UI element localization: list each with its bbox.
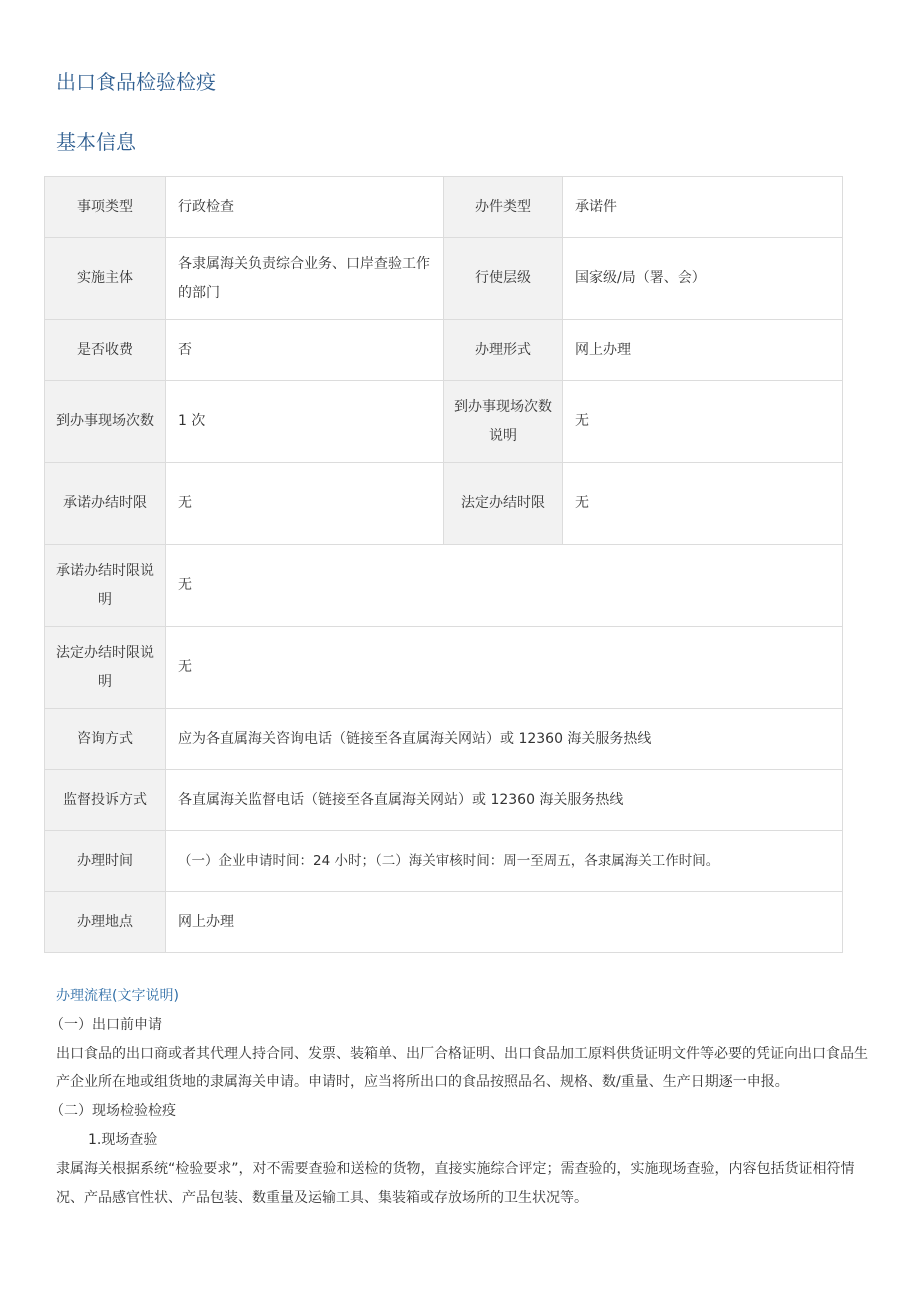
step2-text: 隶属海关根据系统“检验要求”，对不需要查验和送检的货物，直接实施综合评定；需查验的，实施现场查验，内容包括货证相符情况、产品感官性状、产品包装、数重量及运输工具、集装箱或存放场所的卫生状况等。 [56,1160,855,1206]
visits-label: 到办事现场次数 [45,381,166,463]
table-row [45,238,843,320]
page-title: 出口食品检验检疫 [56,70,216,94]
consult-label: 咨询方式 [45,709,166,770]
legal-limit-label: 法定办结时限 [444,463,563,545]
process-title: 办理流程(文字说明) [56,988,179,1004]
step1-text: 出口食品的出口商或者其代理人持合同、发票、装箱单、出厂合格证明、出口食品加工原料供货证明文件等必要的凭证向出口食品生产企业所在地或组货地的隶属海关申请。申请时，应当将所出口的食品按照品名、规格、数/重量、生产日期逐一申报。 [56,1045,868,1091]
visits-value: 1 次 [166,381,444,463]
process-description [50,982,868,1212]
table-row [45,381,843,463]
table-row [45,320,843,381]
visits-note-value: 无 [563,381,843,463]
table-row [45,770,843,831]
fee-value: 否 [166,320,444,381]
table-row [45,463,843,545]
case-type-value: 承诺件 [563,177,843,238]
complaint-label: 监督投诉方式 [45,770,166,831]
matter-type-label: 事项类型 [45,177,166,238]
table-row [45,545,843,627]
level-value: 国家级/局（署、会） [563,238,843,320]
legal-note-value: 无 [166,627,843,709]
hours-value: （一）企业申请时间：24 小时；（二）海关审核时间：周一至周五，各隶属海关工作时间。 [166,831,843,892]
fee-label: 是否收费 [45,320,166,381]
form-label: 办理形式 [444,320,563,381]
subject-value: 各隶属海关负责综合业务、口岸查验工作的部门 [166,238,444,320]
section-title-basic-info: 基本信息 [56,130,136,154]
level-label: 行使层级 [444,238,563,320]
table-row [45,177,843,238]
hours-label: 办理时间 [45,831,166,892]
table-row [45,892,843,953]
basic-info-table [44,176,843,953]
step2-subheading: 1.现场查验 [88,1131,158,1148]
complaint-value: 各直属海关监督电话（链接至各直属海关网站）或 12360 海关服务热线 [166,770,843,831]
legal-limit-value: 无 [563,463,843,545]
table-row [45,627,843,709]
promise-note-label: 承诺办结时限说明 [45,545,166,627]
location-label: 办理地点 [45,892,166,953]
step1-heading: （一）出口前申请 [50,1016,162,1033]
step2-heading: （二）现场检验检疫 [50,1103,176,1120]
subject-label: 实施主体 [45,238,166,320]
promise-limit-label: 承诺办结时限 [45,463,166,545]
consult-value: 应为各直属海关咨询电话（链接至各直属海关网站）或 12360 海关服务热线 [166,709,843,770]
matter-type-value: 行政检查 [166,177,444,238]
visits-note-label: 到办事现场次数说明 [444,381,563,463]
case-type-label: 办件类型 [444,177,563,238]
promise-limit-value: 无 [166,463,444,545]
location-value: 网上办理 [166,892,843,953]
table-row [45,831,843,892]
form-value: 网上办理 [563,320,843,381]
legal-note-label: 法定办结时限说明 [45,627,166,709]
promise-note-value: 无 [166,545,843,627]
table-row [45,709,843,770]
